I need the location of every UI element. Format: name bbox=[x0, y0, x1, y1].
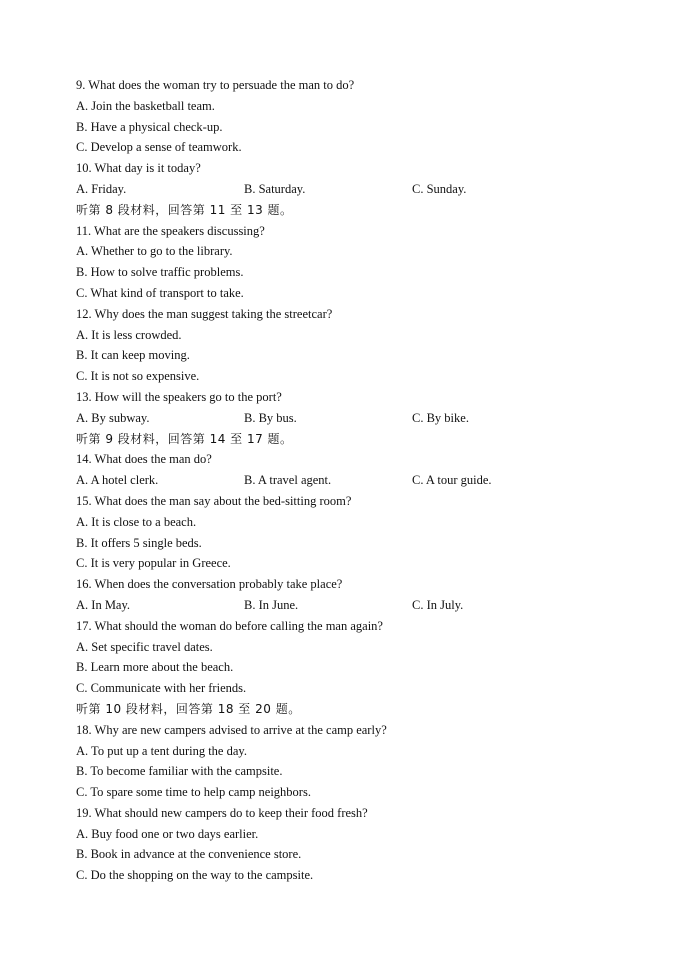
options-row bbox=[76, 470, 616, 491]
answer-option: B. Have a physical check-up. bbox=[76, 119, 223, 134]
section-instruction: 听第 8 段材料，回答第 11 至 13 题。 bbox=[76, 202, 293, 217]
options-row bbox=[76, 179, 616, 200]
answer-option: C. It is not so expensive. bbox=[76, 369, 200, 384]
question-stem: 16. When does the conversation probably take place? bbox=[76, 577, 343, 592]
option-c: C. In July. bbox=[412, 597, 464, 612]
option-c: C. A tour guide. bbox=[412, 473, 492, 488]
answer-option: C. Develop a sense of teamwork. bbox=[76, 140, 242, 155]
question-stem: 13. How will the speakers go to the port? bbox=[76, 389, 282, 404]
answer-option: B. It can keep moving. bbox=[76, 348, 190, 363]
option-a: A. In May. bbox=[76, 597, 131, 612]
answer-option: C. What kind of transport to take. bbox=[76, 285, 244, 300]
options-row bbox=[76, 595, 616, 616]
answer-option: B. To become familiar with the campsite. bbox=[76, 764, 283, 779]
section-instruction: 听第 10 段材料，回答第 18 至 20 题。 bbox=[76, 701, 301, 716]
question-stem: 19. What should new campers do to keep their food fresh? bbox=[76, 805, 368, 820]
answer-option: B. It offers 5 single beds. bbox=[76, 535, 202, 550]
option-b: B. A travel agent. bbox=[244, 473, 332, 488]
question-stem: 10. What day is it today? bbox=[76, 161, 201, 176]
option-c: C. Sunday. bbox=[412, 181, 467, 196]
question-stem: 11. What are the speakers discussing? bbox=[76, 223, 265, 238]
answer-option: C. Communicate with her friends. bbox=[76, 681, 247, 696]
question-stem: 14. What does the man do? bbox=[76, 452, 212, 467]
answer-option: C. It is very popular in Greece. bbox=[76, 556, 231, 571]
answer-option: C. Do the shopping on the way to the campsite. bbox=[76, 868, 314, 883]
question-list bbox=[76, 75, 616, 886]
question-stem: 18. Why are new campers advised to arrive at the camp early? bbox=[76, 722, 387, 737]
section-instruction: 听第 9 段材料，回答第 14 至 17 题。 bbox=[76, 431, 293, 446]
option-a: A. By subway. bbox=[76, 410, 150, 425]
answer-option: B. Learn more about the beach. bbox=[76, 660, 234, 675]
option-a: A. A hotel clerk. bbox=[76, 473, 159, 488]
answer-option: A. Join the basketball team. bbox=[76, 98, 215, 113]
option-b: B. By bus. bbox=[244, 410, 297, 425]
answer-option: A. It is less crowded. bbox=[76, 327, 182, 342]
answer-option: A. Set specific travel dates. bbox=[76, 639, 213, 654]
answer-option: A. To put up a tent during the day. bbox=[76, 743, 247, 758]
option-b: B. In June. bbox=[244, 597, 299, 612]
option-b: B. Saturday. bbox=[244, 181, 306, 196]
answer-option: A. Whether to go to the library. bbox=[76, 244, 233, 259]
options-row bbox=[76, 408, 616, 429]
answer-option: B. Book in advance at the convenience store. bbox=[76, 847, 302, 862]
option-a: A. Friday. bbox=[76, 181, 127, 196]
answer-option: C. To spare some time to help camp neighbors. bbox=[76, 785, 311, 800]
question-stem: 9. What does the woman try to persuade the man to do? bbox=[76, 78, 355, 92]
question-stem: 15. What does the man say about the bed-sitting room? bbox=[76, 493, 352, 508]
question-stem: 17. What should the woman do before calling the man again? bbox=[76, 618, 383, 633]
question-stem: 12. Why does the man suggest taking the streetcar? bbox=[76, 306, 333, 321]
answer-option: B. How to solve traffic problems. bbox=[76, 265, 244, 280]
answer-option: A. Buy food one or two days earlier. bbox=[76, 826, 259, 841]
answer-option: A. It is close to a beach. bbox=[76, 514, 197, 529]
option-c: C. By bike. bbox=[412, 410, 469, 425]
